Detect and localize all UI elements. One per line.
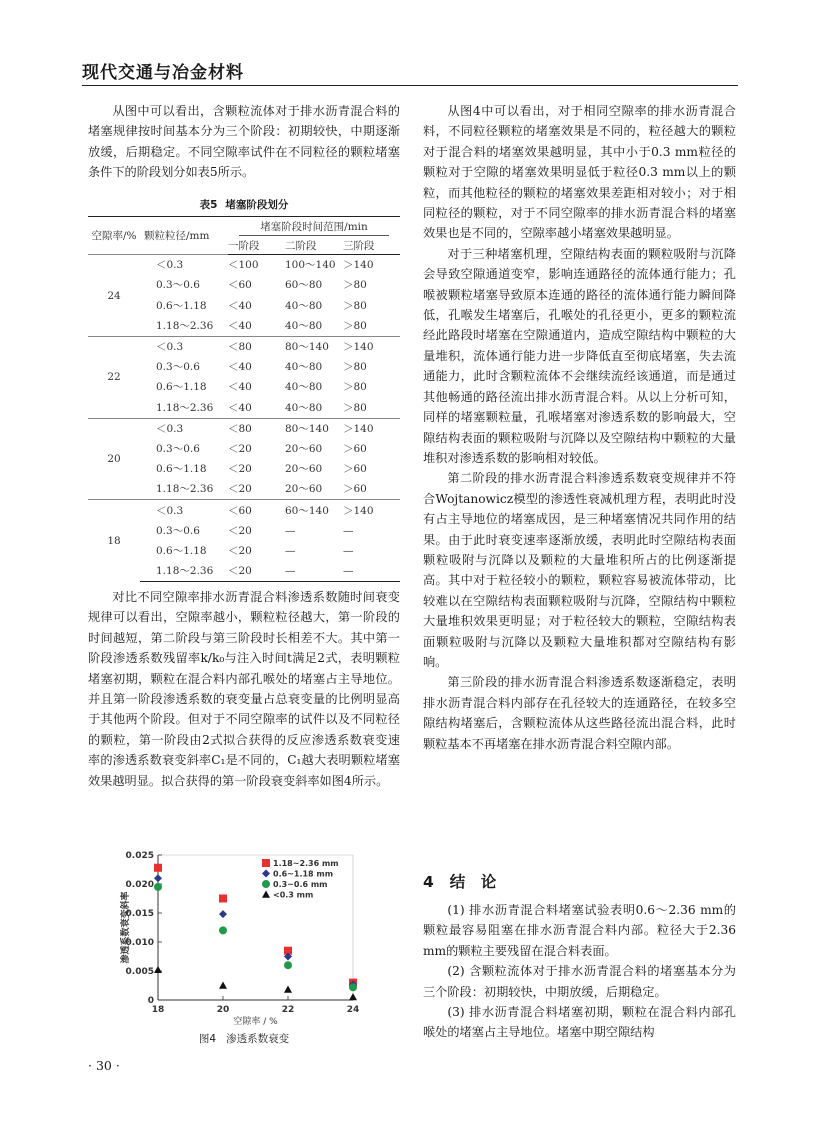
legend-label: <0.3 mm — [273, 890, 314, 900]
data-point — [154, 966, 162, 973]
header-particle: 颗粒粒径/mm — [140, 217, 228, 255]
table-cell: ＞140 — [343, 418, 400, 439]
figure-label: 图4 — [198, 1033, 217, 1045]
data-point — [154, 874, 162, 882]
data-point — [284, 986, 292, 993]
table-cell: ＜20 — [228, 442, 252, 455]
table-cell: 0.3～0.6 — [156, 361, 200, 374]
table-cell: ＜0.3 — [140, 418, 228, 439]
header-rule — [82, 85, 738, 86]
column-right — [423, 101, 736, 754]
paragraph: 对于三种堵塞机理，空隙结构表面的颗粒吸附与沉降会导致空隙通道变窄，影响连通路径的流体通行能力；孔喉被颗粒堵塞导致原本连通的路径的流体通行能力瞬间降低，孔喉发生堵塞后，孔喉处的孔径更小，更多的颗粒流经此路段时堵塞在空隙通道内，造成空隙结构中颗粒的大量堆积，流体通行能力进一步降低直至彻底堵塞，失去流通能力，此时含颗粒流体不会继续流经该通道，而是通过其他畅通的路径流出排水沥青混合料。从以上分析可知，同样的堵塞颗粒量，孔喉堵塞对渗透系数的影响最大，空隙结构表面的颗粒吸附与沉降以及空隙结构中颗粒的大量堆积对渗透系数的影响相对较低。 — [423, 246, 736, 465]
table-cell: 1.18～2.36 — [156, 319, 214, 332]
table-cell: 100～140 — [285, 255, 343, 276]
table-cell: — — [343, 544, 354, 557]
y-tick-label: 0 — [147, 996, 154, 1006]
table-cell: ＜20 — [228, 483, 252, 496]
data-point — [349, 983, 357, 991]
header-stage1: 一阶段 — [228, 237, 285, 255]
table-cell: ＜80 — [228, 336, 285, 357]
conclusions — [423, 900, 736, 1043]
table-cell: — — [343, 524, 354, 537]
legend-marker — [262, 859, 270, 867]
table-cell: ＞140 — [343, 500, 400, 521]
table-cell: 20～60 — [285, 442, 323, 455]
conclusion-item: (2) 含颗粒流体对于排水沥青混合料的堵塞基本分为三个阶段：初期较快，中期放缓，后期稳定。 — [423, 964, 736, 999]
table-cell: 60～80 — [285, 279, 323, 292]
legend-marker — [262, 870, 270, 878]
table-cell: ＞80 — [343, 319, 367, 332]
porosity-cell: 24 — [88, 255, 140, 337]
legend-label: 0.3~0.6 mm — [273, 880, 328, 889]
data-point — [219, 926, 227, 934]
porosity-cell: 20 — [88, 418, 140, 500]
legend-marker — [262, 880, 270, 888]
table-cell: ＞140 — [343, 336, 400, 357]
legend-marker — [262, 891, 270, 898]
y-axis-label: 渗透系数衰变斜率 — [121, 891, 131, 964]
section-number: 4 — [423, 873, 434, 891]
table-caption — [88, 197, 400, 212]
table-cell: 1.18～2.36 — [156, 483, 214, 496]
table-cell: 0.3～0.6 — [156, 442, 200, 455]
table-cell: 40～80 — [285, 401, 323, 414]
data-point — [349, 993, 357, 1000]
table-cell: 40～80 — [285, 361, 323, 374]
legend-label: 1.18~2.36 mm — [273, 859, 339, 868]
legend-label: 0.6~1.18 mm — [273, 869, 334, 879]
table-row — [88, 255, 400, 276]
table-cell: 60～140 — [285, 500, 343, 521]
table-cell: — — [285, 544, 296, 557]
table-row — [88, 418, 400, 439]
header-range: 堵塞阶段时间范围/min — [228, 217, 400, 238]
table-cell: 20～60 — [285, 483, 323, 496]
table-cell: ＞60 — [343, 442, 367, 455]
column-left-after — [88, 587, 400, 791]
table-cell: ＞80 — [343, 279, 367, 292]
table-cell: ＞80 — [343, 401, 367, 414]
table-group — [88, 336, 400, 418]
stage-table — [88, 216, 400, 582]
table-group — [88, 418, 400, 500]
figure-title: 渗透系数衰变 — [226, 1033, 290, 1045]
data-point — [154, 883, 162, 891]
paragraph: 从图中可以看出，含颗粒流体对于排水沥青混合料的堵塞规律按时间基本分为三个阶段：初期较快，中期逐渐放缓，后期稳定。不同空隙率试件在不同粒径的颗粒堵塞条件下的阶段划分如表5所示。 — [88, 104, 400, 180]
conclusion-item: (3) 排水沥青混合料堵塞初期，颗粒在混合料内部孔喉处的堵塞占主导地位。堵塞中期空隙结构 — [423, 1005, 736, 1040]
paragraph: 第三阶段的排水沥青混合料渗透系数逐渐稳定，表明排水沥青混合料内部存在孔径较大的连通路径，在较多空隙结构堵塞后，含颗粒流体从这些路径流出混合料，此时颗粒基本不再堵塞在排水沥青混合料空隙内部。 — [423, 675, 736, 751]
table-cell: 1.18～2.36 — [140, 561, 228, 582]
x-tick-label: 20 — [216, 1005, 230, 1015]
table-cell: ＜40 — [228, 361, 252, 374]
section-title: 结 论 — [449, 873, 497, 891]
porosity-cell: 18 — [88, 500, 140, 582]
table-cell: ＜20 — [228, 524, 252, 537]
figure4-chart — [118, 845, 383, 1025]
conclusion-item: (1) 排水沥青混合料堵塞试验表明0.6～2.36 mm的颗粒最容易阻塞在排水沥青混合料内部。粒径大于2.36 mm的颗粒主要残留在混合料表面。 — [423, 903, 736, 958]
paragraph: 第二阶段的排水沥青混合料渗透系数衰变规律并不符合Wojtanowicz模型的渗透性衰减机理方程，表明此时没有占主导地位的堵塞成因，是三种堵塞情况共同作用的结果。由于此时衰变速率逐渐放缓，表明此时空隙结构表面颗粒吸附与沉降以及颗粒的大量堆积所占的比例逐渐提高。其中对于粒径较小的颗粒，颗粒容易被流体带动，比较难以在空隙结构表面颗粒吸附与沉降，空隙结构中颗粒大量堆积效果更明显；对于粒径较大的颗粒，空隙结构表面颗粒吸附与沉降以及颗粒大量堆积都对空隙结构有影响。 — [423, 471, 736, 669]
table-cell: 80～140 — [285, 418, 343, 439]
table-cell: 40～80 — [285, 319, 323, 332]
table-cell: 40～80 — [285, 299, 323, 312]
table-cell: — — [343, 561, 400, 582]
y-tick-label: 0.015 — [125, 909, 154, 919]
table-cell: 0.6～1.18 — [156, 299, 207, 312]
x-tick-label: 24 — [346, 1005, 360, 1015]
table-cell: ＜40 — [228, 381, 252, 394]
x-axis-label: 空隙率 / % — [233, 1017, 278, 1025]
table-cell: 0.6～1.18 — [156, 381, 207, 394]
journal-title: 现代交通与冶金材料 — [82, 63, 244, 83]
table-group — [88, 500, 400, 582]
table-cell: ＜20 — [228, 544, 252, 557]
table-cell: ＜0.3 — [140, 255, 228, 276]
table-cell: 0.6～1.18 — [156, 463, 207, 476]
paragraph: 对比不同空隙率排水沥青混合料渗透系数随时间衰变规律可以看出，空隙率越小，颗粒粒径越大，第一阶段的时间越短，第二阶段与第三阶段时长相差不大。其中第一阶段渗透系数残留率k/k₀与注入时间t满足2式，表明颗粒堵塞初期，颗粒在混合料内部孔喉处的堵塞占主导地位。并且第一阶段渗透系数的衰变量占总衰变量的比例明显高于其他两个阶段。但对于不同空隙率的试件以及不同粒径的颗粒，第一阶段由2式拟合获得的反应渗透系数衰变速率的渗透系数衰变斜率C₁是不同的，C₁越大表明颗粒堵塞效果越明显。拟合获得的第一阶段衰变斜率如图4所示。 — [88, 590, 400, 788]
table-cell: — — [285, 561, 343, 582]
table-cell: ＜20 — [228, 561, 285, 582]
table-cell: ＜80 — [228, 418, 285, 439]
table-cell: 0.6～1.18 — [156, 544, 207, 557]
data-point — [219, 895, 227, 903]
table-group — [88, 255, 400, 337]
table-cell: ＜100 — [228, 255, 285, 276]
table-cell: ＞80 — [343, 361, 367, 374]
y-tick-label: 0.020 — [125, 880, 154, 890]
page-number: · 30 · — [88, 1058, 120, 1073]
table-cell: ＞80 — [343, 299, 367, 312]
data-point — [219, 910, 227, 918]
figure-caption — [88, 1031, 400, 1046]
table-cell: ＞80 — [343, 381, 367, 394]
data-point — [284, 961, 292, 969]
table-cell: ＞140 — [343, 255, 400, 276]
x-tick-label: 18 — [151, 1005, 165, 1015]
table-cell: ＜20 — [228, 463, 252, 476]
table-row — [88, 500, 400, 521]
table-cell: ＜0.3 — [140, 336, 228, 357]
table-cell: 0.3～0.6 — [156, 279, 200, 292]
paragraph: 从图4中可以看出，对于相同空隙率的排水沥青混合料，不同粒径颗粒的堵塞效果是不同的，粒径越大的颗粒对于混合料的堵塞效果越明显，其中小于0.3 mm粒径的颗粒对于空隙的堵塞效果明显低于粒径0.3 mm以上的颗粒，而其他粒径的颗粒的堵塞效果差距相对较小；对于相同粒径的颗粒，对于不同空隙率的排水沥青混合料的堵塞效果也是不同的，空隙率越小堵塞效果越明显。 — [423, 104, 736, 241]
header-stage3: 三阶段 — [343, 237, 400, 255]
table-cell: 1.18～2.36 — [156, 401, 214, 414]
table-title: 堵塞阶段划分 — [225, 199, 289, 211]
table-cell: ＜40 — [228, 319, 252, 332]
table-cell: 20～60 — [285, 463, 323, 476]
header-stage2: 二阶段 — [285, 237, 343, 255]
y-tick-label: 0.010 — [125, 938, 154, 948]
table-cell: ＜60 — [228, 500, 285, 521]
y-tick-label: 0.005 — [125, 967, 154, 977]
header-porosity: 空隙率/% — [88, 217, 140, 255]
x-tick-label: 22 — [281, 1005, 295, 1015]
data-point — [154, 864, 162, 872]
table-cell: ＜40 — [228, 299, 252, 312]
y-tick-label: 0.025 — [125, 851, 154, 861]
table-row — [88, 336, 400, 357]
data-point — [219, 982, 227, 989]
table-cell: 80～140 — [285, 336, 343, 357]
porosity-cell: 22 — [88, 336, 140, 418]
table-label: 表5 — [199, 199, 218, 211]
table-cell: ＞60 — [343, 463, 367, 476]
table-cell: 0.3～0.6 — [156, 524, 200, 537]
table-cell: ＜60 — [228, 279, 252, 292]
table-cell: 40～80 — [285, 381, 323, 394]
table-cell: ＞60 — [343, 483, 367, 496]
column-left-intro — [88, 101, 400, 183]
section-heading — [423, 870, 496, 892]
table-cell: ＜40 — [228, 401, 252, 414]
table-cell: ＜0.3 — [140, 500, 228, 521]
table-cell: — — [285, 524, 296, 537]
